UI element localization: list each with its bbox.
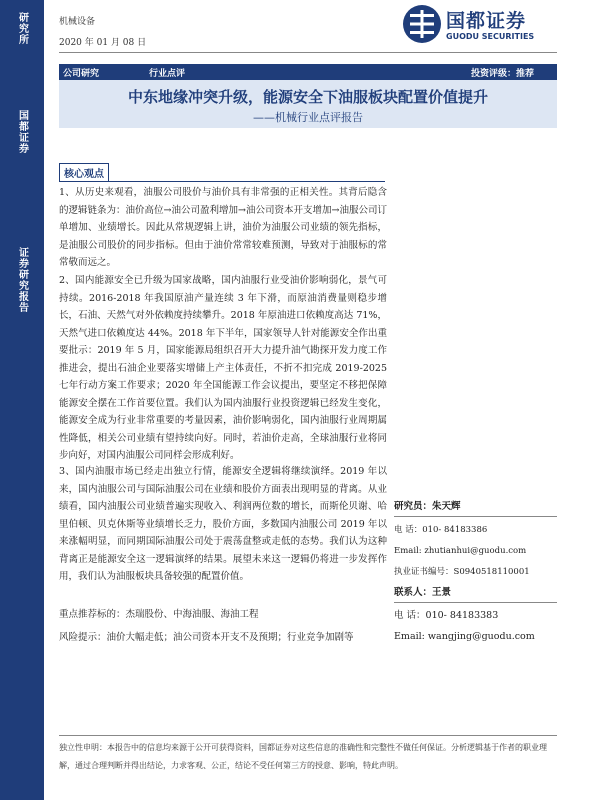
analyst-phone: 电 话：010- 84183386 xyxy=(394,525,488,535)
sidebar-tab-label: 证券研究报告 xyxy=(16,247,28,313)
company-logo xyxy=(402,4,558,50)
independence-disclaimer: 独立性申明：本报告中的信息均来源于公开可获得资料，国都证券对这些信息的准确性和完整性不做任何保证。分析逻辑基于作者的职业理解，通过合理判断并得出结论，力求客观、公正，结论不受任何第三方的授意、影响，特此声明。 xyxy=(59,743,547,770)
title-box xyxy=(59,64,557,128)
analyst-email: Email: zhutianhui@guodu.com xyxy=(394,546,527,556)
report-subtitle: ——机械行业点评报告 xyxy=(253,111,363,124)
report-title: 中东地缘冲突升级，能源安全下油服板块配置价值提升 xyxy=(127,88,488,106)
sidebar-tab-label: 国都证券 xyxy=(16,110,28,154)
report-type-industry: 行业点评 xyxy=(149,69,186,79)
report-date: 2020 年 01 月 08 日 xyxy=(59,38,147,48)
risk-warning: 风险提示：油价大幅走低；油公司资本开支不及预期；行业竞争加剧等 xyxy=(59,632,354,643)
report-type-company: 公司研究 xyxy=(63,69,100,79)
core-viewpoint-label: 核心观点 xyxy=(59,163,109,182)
analyst-info xyxy=(394,500,557,651)
core-paragraph-3: 3、国内油服市场已经走出独立行情，能源安全逻辑将继续演绎。2019 年以来，国内油服公司与国际油服公司在业绩和股价方面表出现明显的背离。从业绩看，国内油服公司业绩普遍实现收入、利润两位数的增长，而斯伦贝谢、哈里伯顿、贝克休斯等业绩增长乏力，股价方面，多数国内油服公司 2019 年以来涨幅明显，而同期国际油服公司处于震荡盘整或走低的态势。我们认为这种背离正是能源安全这一逻辑演绎的结果。展望未来这一逻辑仍将进一步发挥作用，我们认为油服板块具备较强的配置价值。 xyxy=(59,466,387,582)
key-recommendations: 重点推荐标的：杰瑞股份、中海油服、海油工程 xyxy=(59,609,259,620)
investment-rating: 投资评级：推荐 xyxy=(471,69,535,79)
analyst-cert: 执业证书编号：S0940518110001 xyxy=(394,567,530,577)
sidebar-tab-research-report xyxy=(0,245,44,315)
logo-english-name: GUODU SECURITIES xyxy=(446,32,535,41)
sidebar-tab-guodu xyxy=(0,108,44,156)
sidebar-tab-label: 研究所 xyxy=(16,11,28,45)
core-viewpoint-divider xyxy=(59,181,385,182)
header-divider xyxy=(59,52,557,53)
logo-chinese-name: 国都证券 xyxy=(446,10,527,32)
sidebar-tab-research-institute xyxy=(0,4,44,52)
core-paragraph-1: 1、从历史来观看，油服公司股价与油价具有非常强的正相关性。其背后隐含的逻辑链条为：油价高位→油公司盈利增加→油公司资本开支增加→油服公司订单增加、业绩增长。因此从常规逻辑上讲，油价为油服公司业绩的领先指标，是油服公司股价的同步指标。但由于油价常常较难预测，导致对于油服标的常常敬而远之。 xyxy=(59,187,387,268)
core-paragraph-2: 2、国内能源安全已升级为国家战略，国内油服行业受油价影响弱化，景气可持续。2016-2018 年我国原油产量连续 3 年下滑，而原油消费量则稳步增长，石油、天然气对外依赖度持续攀升。2018 年原油进口依赖度高达 71%，天然气进口依赖度达 44%。2018 年下半年，国家领导人针对能源安全作出重要批示：2019 年 5 月，国家能源局组织召开大力提升油气勘探开发力度工作推进会，提出石油企业要落实增储上产主体责任，不折不扣完成 2019-2025 七年行动方案工作要求；2020 年全国能源工作会议提出，要坚定不移把保障能源安全摆在工作首要位置。我们认为国内油服行业投资逻辑已经发生变化，能源安全成为行业非常重要的考量因素，油价影响弱化，国内油服行业周期属性降低，相关公司业绩有望持续向好。同时，若油价走高，全球油服行业将同步向好，对国内油服公司同样会形成利好。 xyxy=(59,275,387,461)
contact-phone: 电 话：010- 84183383 xyxy=(394,610,499,621)
disclaimer-divider xyxy=(59,735,557,736)
contact-title: 联系人：王景 xyxy=(394,586,557,603)
guodu-logo-icon xyxy=(402,4,442,44)
analyst-title: 研究员：朱天辉 xyxy=(394,500,557,517)
title-info-bar xyxy=(59,64,557,80)
industry-category: 机械设备 xyxy=(59,17,96,27)
contact-email: Email: wangjing@guodu.com xyxy=(394,631,535,642)
